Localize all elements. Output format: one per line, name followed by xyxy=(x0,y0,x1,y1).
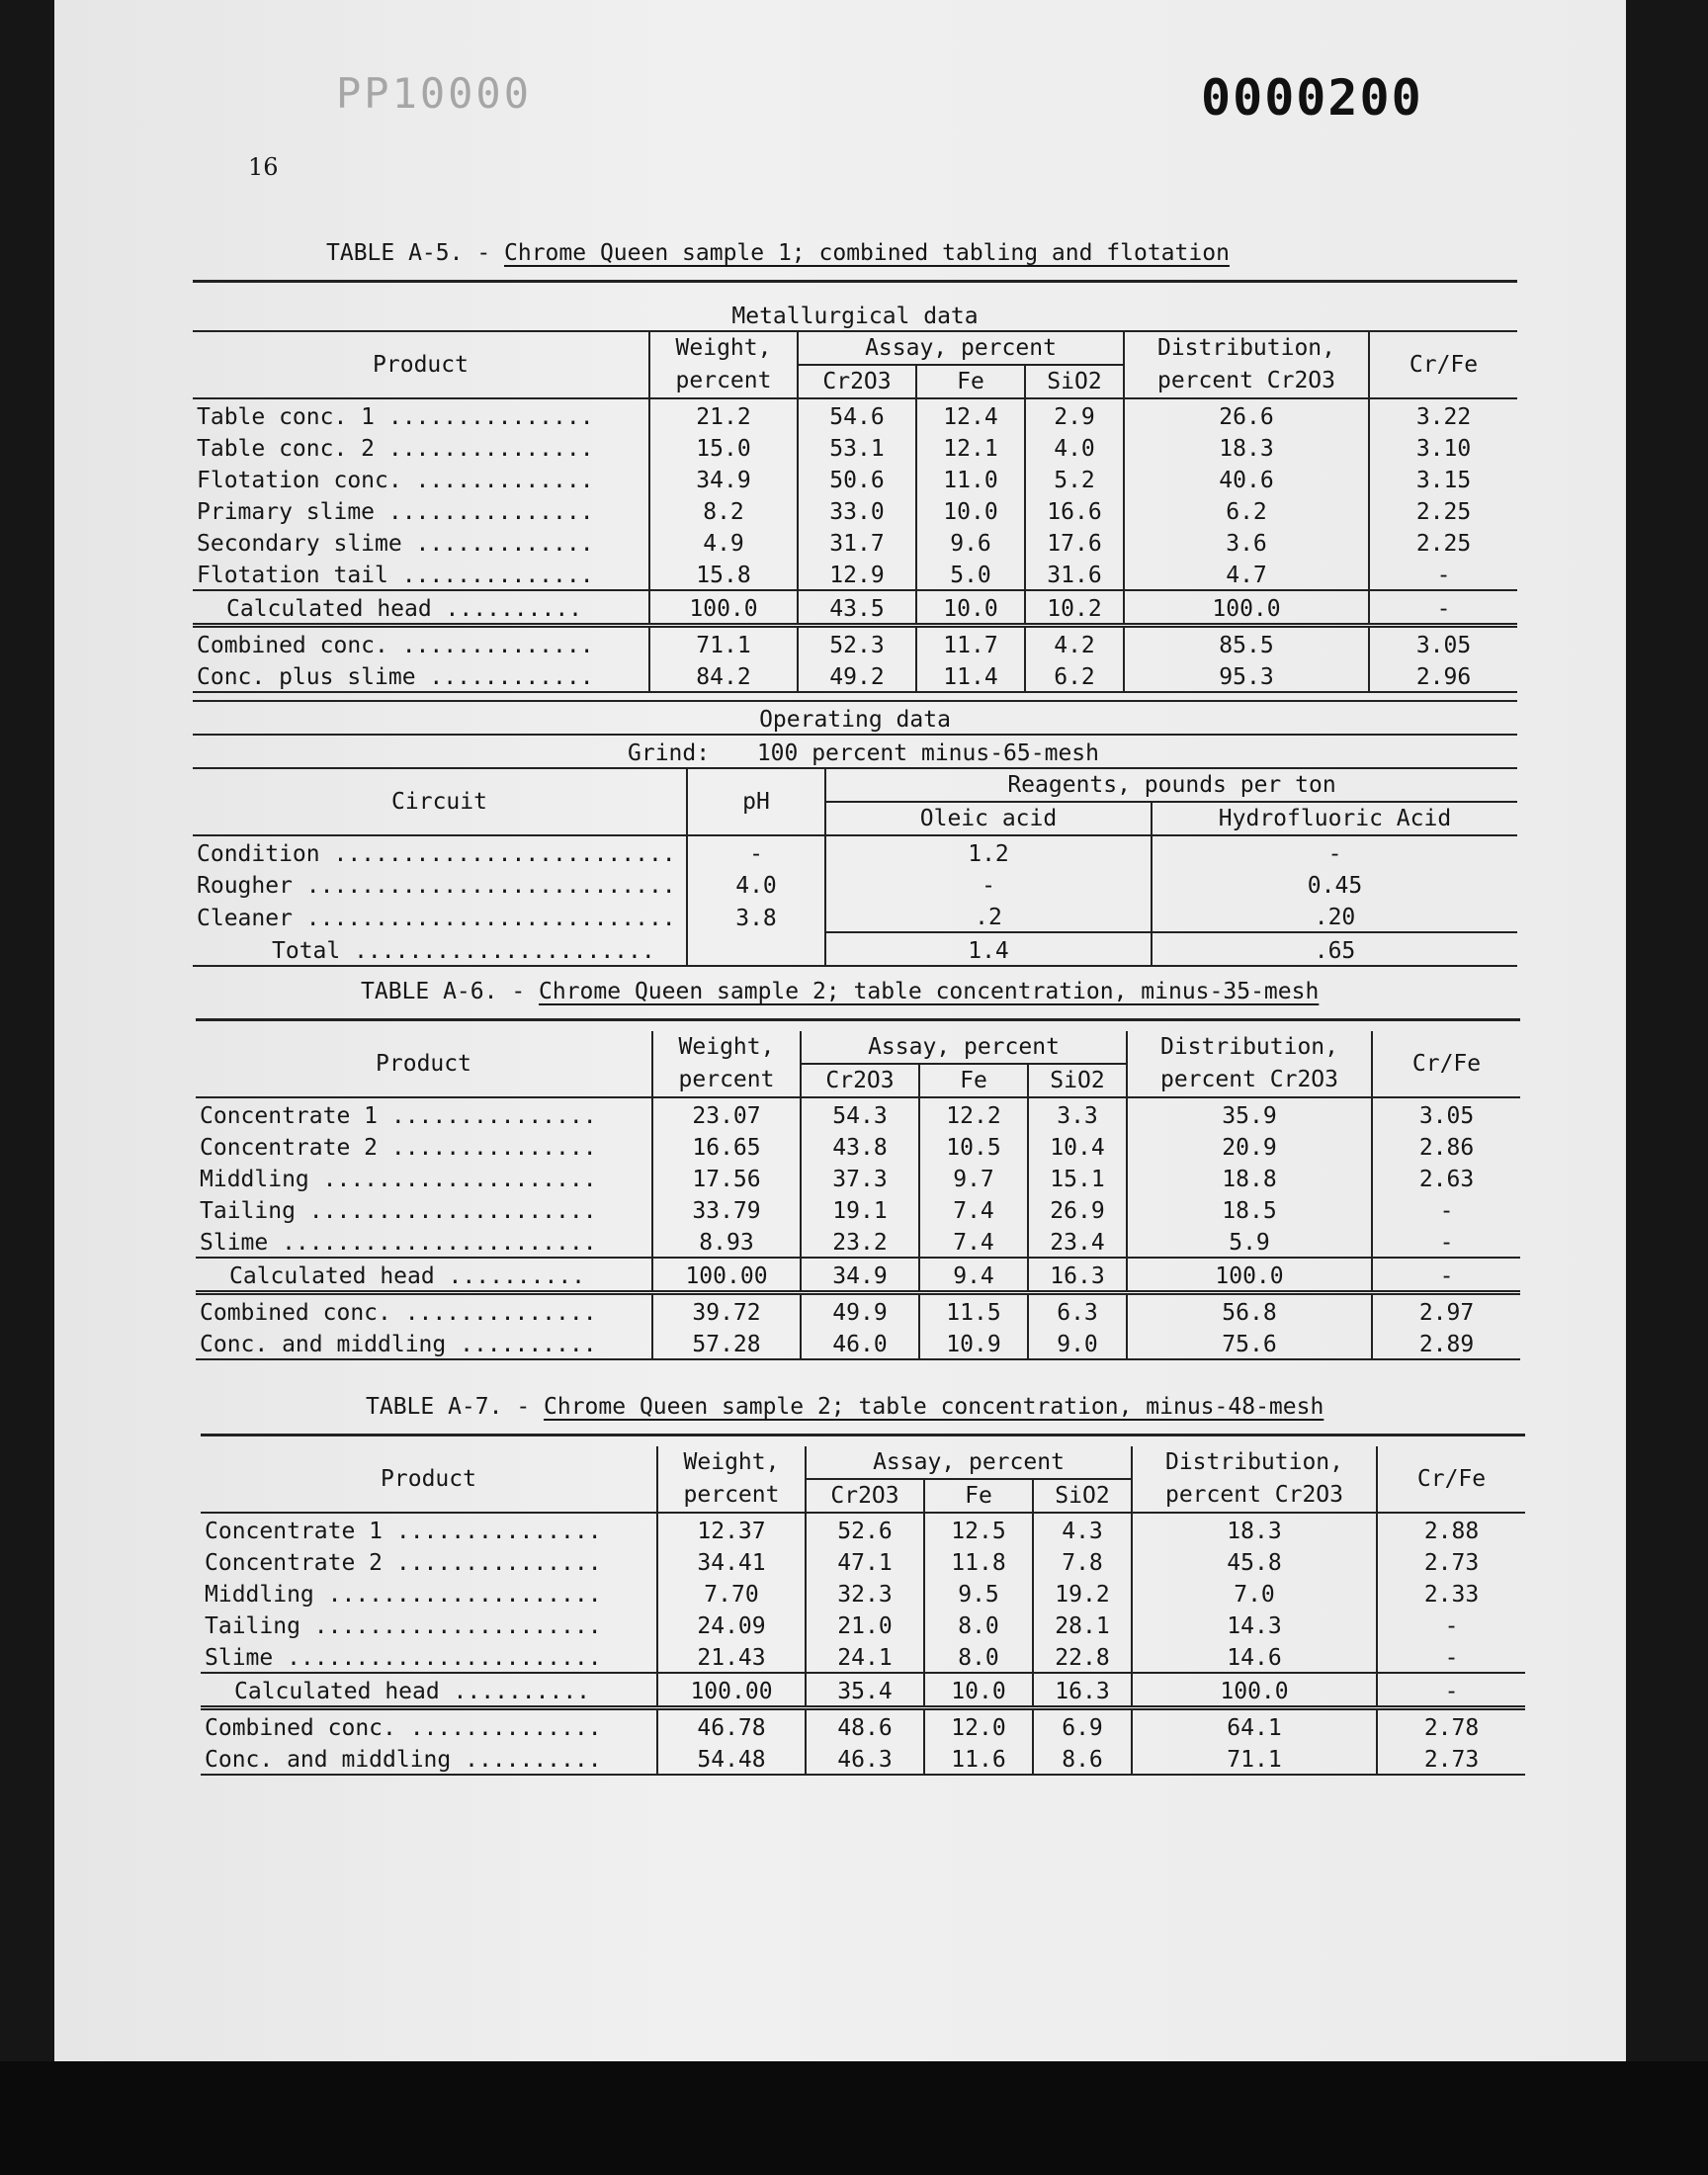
cr2o3-cell: 54.3 xyxy=(801,1097,919,1130)
sio2-cell: 23.4 xyxy=(1028,1225,1127,1258)
crfe-cell: 2.73 xyxy=(1377,1545,1525,1577)
oleic-cell: - xyxy=(825,868,1152,900)
product-label: Concentrate 1 ............... xyxy=(205,1519,602,1544)
table-row xyxy=(193,494,1517,526)
fe-cell: 12.2 xyxy=(919,1097,1028,1130)
crfe-cell: 2.73 xyxy=(1377,1742,1525,1775)
crfe-cell: 2.89 xyxy=(1372,1327,1520,1359)
header-dist-2: percent Cr2O3 xyxy=(1124,365,1369,398)
crfe-cell: - xyxy=(1372,1225,1520,1258)
table-row xyxy=(201,1513,1525,1545)
crfe-cell: - xyxy=(1369,558,1517,590)
dist-cell: 5.9 xyxy=(1127,1225,1372,1258)
crfe-cell: 2.78 xyxy=(1377,1708,1525,1743)
crfe-cell: 3.15 xyxy=(1369,463,1517,494)
table-row xyxy=(193,463,1517,494)
header-weight-2: percent xyxy=(657,1479,806,1513)
hf-cell: 0.45 xyxy=(1152,868,1517,900)
cr2o3-cell: 23.2 xyxy=(801,1225,919,1258)
table-row xyxy=(201,1577,1525,1609)
dist-cell: 100.0 xyxy=(1132,1673,1377,1708)
crfe-cell: 2.96 xyxy=(1369,659,1517,692)
weight-cell: 21.2 xyxy=(649,398,798,431)
product-label: Combined conc. .............. xyxy=(196,1293,652,1328)
cr2o3-cell: 24.1 xyxy=(806,1640,924,1673)
weight-cell: 16.65 xyxy=(652,1130,801,1162)
product-label: Slime ....................... xyxy=(205,1645,602,1671)
table-a5 xyxy=(193,280,1517,693)
table-row xyxy=(201,1609,1525,1640)
header-sio2: SiO2 xyxy=(1025,365,1124,398)
weight-cell: 34.41 xyxy=(657,1545,806,1577)
sio2-cell: 16.3 xyxy=(1028,1258,1127,1293)
oleic-cell: 1.4 xyxy=(825,932,1152,966)
header-crfe: Cr/Fe xyxy=(1377,1446,1525,1513)
fe-cell: 12.4 xyxy=(916,398,1025,431)
table-a6-title-prefix: TABLE A-6. - xyxy=(361,979,540,1004)
header-fe: Fe xyxy=(924,1479,1033,1513)
circuit-label: Condition ......................... xyxy=(197,841,676,867)
table-row xyxy=(196,1327,1520,1359)
table-a7 xyxy=(201,1434,1525,1776)
fe-cell: 11.6 xyxy=(924,1742,1033,1775)
fe-cell: 7.4 xyxy=(919,1225,1028,1258)
scan-bottom-band xyxy=(0,2061,1708,2175)
grind-row xyxy=(193,735,1517,768)
sio2-cell: 4.0 xyxy=(1025,431,1124,463)
table-row xyxy=(193,900,1517,932)
weight-cell: 34.9 xyxy=(649,463,798,494)
operating-label: Operating data xyxy=(193,701,1517,735)
product-label: Conc. and middling .......... xyxy=(196,1327,652,1359)
header-cr2o3: Cr2O3 xyxy=(806,1479,924,1513)
fe-cell: 12.5 xyxy=(924,1513,1033,1545)
fe-cell: 10.9 xyxy=(919,1327,1028,1359)
header-product: Product xyxy=(196,1031,652,1097)
header-cr2o3: Cr2O3 xyxy=(798,365,916,398)
header-circuit: Circuit xyxy=(193,768,687,835)
table-a5-operating xyxy=(193,700,1517,967)
crfe-cell: 2.25 xyxy=(1369,494,1517,526)
product-label: Concentrate 1 ............... xyxy=(200,1103,597,1129)
dist-cell: 3.6 xyxy=(1124,526,1369,558)
table-row xyxy=(193,590,1517,626)
dist-cell: 100.0 xyxy=(1127,1258,1372,1293)
header-weight-1: Weight, xyxy=(657,1446,806,1479)
dist-cell: 100.0 xyxy=(1124,590,1369,626)
weight-cell: 84.2 xyxy=(649,659,798,692)
header-fe: Fe xyxy=(919,1064,1028,1097)
product-label: Conc. plus slime ............ xyxy=(193,659,649,692)
page-number: 16 xyxy=(248,153,279,181)
weight-cell: 100.0 xyxy=(649,590,798,626)
cr2o3-cell: 46.0 xyxy=(801,1327,919,1359)
product-label: Table conc. 2 ............... xyxy=(197,436,594,462)
dist-cell: 35.9 xyxy=(1127,1097,1372,1130)
header-ph: pH xyxy=(687,768,825,835)
crfe-cell: 2.25 xyxy=(1369,526,1517,558)
crfe-cell: - xyxy=(1377,1640,1525,1673)
product-label: Calculated head .......... xyxy=(193,590,649,626)
top-rule xyxy=(196,1020,1520,1032)
fe-cell: 9.5 xyxy=(924,1577,1033,1609)
crfe-cell: - xyxy=(1372,1258,1520,1293)
table-a7-title-prefix: TABLE A-7. - xyxy=(366,1394,545,1420)
weight-cell: 24.09 xyxy=(657,1609,806,1640)
table-row xyxy=(193,868,1517,900)
table-row xyxy=(196,1258,1520,1293)
header-weight-2: percent xyxy=(652,1064,801,1097)
fe-cell: 10.0 xyxy=(924,1673,1033,1708)
circuit-label: Rougher ........................... xyxy=(197,873,676,899)
dist-cell: 14.6 xyxy=(1132,1640,1377,1673)
table-row xyxy=(196,1130,1520,1162)
dist-cell: 95.3 xyxy=(1124,659,1369,692)
dist-cell: 20.9 xyxy=(1127,1130,1372,1162)
sio2-cell: 10.2 xyxy=(1025,590,1124,626)
table-row xyxy=(196,1225,1520,1258)
crfe-cell: 3.22 xyxy=(1369,398,1517,431)
dist-cell: 4.7 xyxy=(1124,558,1369,590)
header-weight-1: Weight, xyxy=(652,1031,801,1064)
table-a5-title: Chrome Queen sample 1; combined tabling and flotation xyxy=(504,240,1230,266)
grind-label: Grind: xyxy=(628,740,711,766)
table-row xyxy=(196,1162,1520,1193)
table-a5-caption xyxy=(326,240,1230,266)
sio2-cell: 17.6 xyxy=(1025,526,1124,558)
dist-cell: 18.3 xyxy=(1124,431,1369,463)
cr2o3-cell: 47.1 xyxy=(806,1545,924,1577)
header-weight-2: percent xyxy=(649,365,798,398)
cr2o3-cell: 33.0 xyxy=(798,494,916,526)
table-row xyxy=(201,1673,1525,1708)
header-crfe: Cr/Fe xyxy=(1369,331,1517,398)
header-dist-2: percent Cr2O3 xyxy=(1132,1479,1377,1513)
sio2-cell: 28.1 xyxy=(1033,1609,1132,1640)
crfe-cell: 2.88 xyxy=(1377,1513,1525,1545)
header-oleic: Oleic acid xyxy=(825,802,1152,835)
dist-cell: 18.8 xyxy=(1127,1162,1372,1193)
cr2o3-cell: 54.6 xyxy=(798,398,916,431)
top-rule xyxy=(193,282,1517,300)
sio2-cell: 5.2 xyxy=(1025,463,1124,494)
cr2o3-cell: 43.8 xyxy=(801,1130,919,1162)
table-row xyxy=(193,398,1517,431)
crfe-cell: 2.97 xyxy=(1372,1293,1520,1328)
table-row xyxy=(193,835,1517,868)
table-row xyxy=(193,526,1517,558)
product-label: Middling .................... xyxy=(205,1582,602,1608)
table-a6-caption xyxy=(361,979,1319,1004)
header-dist-2: percent Cr2O3 xyxy=(1127,1064,1372,1097)
header-dist-1: Distribution, xyxy=(1124,331,1369,365)
sio2-cell: 26.9 xyxy=(1028,1193,1127,1225)
weight-cell: 57.28 xyxy=(652,1327,801,1359)
product-label: Flotation tail .............. xyxy=(197,563,594,588)
ph-cell xyxy=(687,932,825,966)
table-row xyxy=(201,1708,1525,1743)
sio2-cell: 7.8 xyxy=(1033,1545,1132,1577)
header-dist-1: Distribution, xyxy=(1127,1031,1372,1064)
weight-cell: 15.8 xyxy=(649,558,798,590)
product-label: Calculated head .......... xyxy=(201,1673,657,1708)
weight-cell: 100.00 xyxy=(652,1258,801,1293)
dist-cell: 64.1 xyxy=(1132,1708,1377,1743)
fe-cell: 9.4 xyxy=(919,1258,1028,1293)
weight-cell: 71.1 xyxy=(649,626,798,660)
header-assay: Assay, percent xyxy=(801,1031,1127,1064)
dist-cell: 45.8 xyxy=(1132,1545,1377,1577)
fe-cell: 11.8 xyxy=(924,1545,1033,1577)
cr2o3-cell: 48.6 xyxy=(806,1708,924,1743)
product-label: Middling .................... xyxy=(200,1167,597,1192)
cr2o3-cell: 21.0 xyxy=(806,1609,924,1640)
crfe-cell: 2.63 xyxy=(1372,1162,1520,1193)
crfe-cell: 2.33 xyxy=(1377,1577,1525,1609)
fe-cell: 11.0 xyxy=(916,463,1025,494)
cr2o3-cell: 19.1 xyxy=(801,1193,919,1225)
table-row xyxy=(196,1293,1520,1328)
product-label: Concentrate 2 ............... xyxy=(205,1550,602,1576)
hf-cell: - xyxy=(1152,835,1517,868)
sio2-cell: 19.2 xyxy=(1033,1577,1132,1609)
sio2-cell: 3.3 xyxy=(1028,1097,1127,1130)
sio2-cell: 8.6 xyxy=(1033,1742,1132,1775)
table-a6-block xyxy=(196,1018,1520,1360)
header-assay: Assay, percent xyxy=(806,1446,1132,1479)
hf-cell: .20 xyxy=(1152,900,1517,932)
crfe-cell: 3.05 xyxy=(1369,626,1517,660)
cr2o3-cell: 37.3 xyxy=(801,1162,919,1193)
table-row xyxy=(201,1640,1525,1673)
oleic-cell: .2 xyxy=(825,900,1152,932)
circuit-label: Cleaner ........................... xyxy=(197,906,676,931)
fe-cell: 10.0 xyxy=(916,590,1025,626)
product-label: Primary slime ............... xyxy=(197,499,594,525)
fe-cell: 9.7 xyxy=(919,1162,1028,1193)
product-label: Calculated head .......... xyxy=(196,1258,652,1293)
fe-cell: 9.6 xyxy=(916,526,1025,558)
header-hf: Hydrofluoric Acid xyxy=(1152,802,1517,835)
product-label: Tailing ..................... xyxy=(200,1198,597,1224)
table-row xyxy=(193,932,1517,966)
grind-value: 100 percent minus-65-mesh xyxy=(756,740,1099,766)
crfe-cell: 2.86 xyxy=(1372,1130,1520,1162)
header-reagents: Reagents, pounds per ton xyxy=(825,768,1517,802)
dist-cell: 7.0 xyxy=(1132,1577,1377,1609)
top-rule xyxy=(201,1436,1525,1447)
hf-cell: .65 xyxy=(1152,932,1517,966)
sio2-cell: 16.3 xyxy=(1033,1673,1132,1708)
circuit-label: Total ...................... xyxy=(193,932,687,966)
ph-cell: - xyxy=(687,835,825,868)
weight-cell: 8.93 xyxy=(652,1225,801,1258)
sio2-cell: 10.4 xyxy=(1028,1130,1127,1162)
table-a6-title: Chrome Queen sample 2; table concentration, minus-35-mesh xyxy=(539,979,1320,1004)
fe-cell: 5.0 xyxy=(916,558,1025,590)
header-cr2o3: Cr2O3 xyxy=(801,1064,919,1097)
fe-cell: 10.0 xyxy=(916,494,1025,526)
document-page xyxy=(54,0,1626,2061)
weight-cell: 21.43 xyxy=(657,1640,806,1673)
crfe-cell: - xyxy=(1372,1193,1520,1225)
sio2-cell: 2.9 xyxy=(1025,398,1124,431)
product-label: Concentrate 2 ............... xyxy=(200,1135,597,1161)
weight-cell: 33.79 xyxy=(652,1193,801,1225)
weight-cell: 23.07 xyxy=(652,1097,801,1130)
crfe-cell: - xyxy=(1369,590,1517,626)
product-label: Tailing ..................... xyxy=(205,1613,602,1639)
header-fe: Fe xyxy=(916,365,1025,398)
dist-cell: 75.6 xyxy=(1127,1327,1372,1359)
product-label: Slime ....................... xyxy=(200,1230,597,1256)
cr2o3-cell: 12.9 xyxy=(798,558,916,590)
fe-cell: 7.4 xyxy=(919,1193,1028,1225)
cr2o3-cell: 52.3 xyxy=(798,626,916,660)
stamp-right: 0000200 xyxy=(1201,69,1423,127)
product-label: Combined conc. .............. xyxy=(201,1708,657,1743)
table-a5-title-prefix: TABLE A-5. - xyxy=(326,240,505,266)
cr2o3-cell: 46.3 xyxy=(806,1742,924,1775)
header-product: Product xyxy=(201,1446,657,1513)
cr2o3-cell: 31.7 xyxy=(798,526,916,558)
fe-cell: 11.5 xyxy=(919,1293,1028,1328)
cr2o3-cell: 34.9 xyxy=(801,1258,919,1293)
dist-cell: 18.5 xyxy=(1127,1193,1372,1225)
crfe-cell: - xyxy=(1377,1673,1525,1708)
sio2-cell: 9.0 xyxy=(1028,1327,1127,1359)
product-label: Conc. and middling .......... xyxy=(201,1742,657,1775)
dist-cell: 26.6 xyxy=(1124,398,1369,431)
cr2o3-cell: 43.5 xyxy=(798,590,916,626)
cr2o3-cell: 50.6 xyxy=(798,463,916,494)
cr2o3-cell: 35.4 xyxy=(806,1673,924,1708)
fe-cell: 10.5 xyxy=(919,1130,1028,1162)
table-row xyxy=(196,1193,1520,1225)
table-row xyxy=(193,558,1517,590)
header-assay: Assay, percent xyxy=(798,331,1124,365)
table-row xyxy=(193,431,1517,463)
product-label: Table conc. 1 ............... xyxy=(197,404,594,430)
fe-cell: 12.0 xyxy=(924,1708,1033,1743)
cr2o3-cell: 32.3 xyxy=(806,1577,924,1609)
fe-cell: 11.4 xyxy=(916,659,1025,692)
table-row xyxy=(201,1545,1525,1577)
weight-cell: 17.56 xyxy=(652,1162,801,1193)
dist-cell: 6.2 xyxy=(1124,494,1369,526)
fe-cell: 8.0 xyxy=(924,1609,1033,1640)
dist-cell: 40.6 xyxy=(1124,463,1369,494)
table-a7-title: Chrome Queen sample 2; table concentration, minus-48-mesh xyxy=(544,1394,1324,1420)
weight-cell: 54.48 xyxy=(657,1742,806,1775)
sio2-cell: 31.6 xyxy=(1025,558,1124,590)
cr2o3-cell: 49.9 xyxy=(801,1293,919,1328)
cr2o3-cell: 52.6 xyxy=(806,1513,924,1545)
header-sio2: SiO2 xyxy=(1028,1064,1127,1097)
weight-cell: 15.0 xyxy=(649,431,798,463)
product-label: Secondary slime ............. xyxy=(197,531,594,557)
sio2-cell: 15.1 xyxy=(1028,1162,1127,1193)
oleic-cell: 1.2 xyxy=(825,835,1152,868)
sio2-cell: 4.2 xyxy=(1025,626,1124,660)
table-a7-block xyxy=(201,1434,1525,1776)
crfe-cell: 3.05 xyxy=(1372,1097,1520,1130)
weight-cell: 4.9 xyxy=(649,526,798,558)
weight-cell: 7.70 xyxy=(657,1577,806,1609)
weight-cell: 12.37 xyxy=(657,1513,806,1545)
cr2o3-cell: 49.2 xyxy=(798,659,916,692)
dist-cell: 85.5 xyxy=(1124,626,1369,660)
fe-cell: 12.1 xyxy=(916,431,1025,463)
dist-cell: 71.1 xyxy=(1132,1742,1377,1775)
header-product: Product xyxy=(193,331,649,398)
table-a5-operating-table xyxy=(193,700,1517,967)
table-a7-caption xyxy=(366,1394,1324,1420)
crfe-cell: 3.10 xyxy=(1369,431,1517,463)
dist-cell: 14.3 xyxy=(1132,1609,1377,1640)
sio2-cell: 6.9 xyxy=(1033,1708,1132,1743)
table-a6 xyxy=(196,1018,1520,1360)
table-row xyxy=(193,659,1517,692)
header-weight-1: Weight, xyxy=(649,331,798,365)
fe-cell: 8.0 xyxy=(924,1640,1033,1673)
weight-cell: 39.72 xyxy=(652,1293,801,1328)
ph-cell: 3.8 xyxy=(687,900,825,932)
table-row xyxy=(196,1097,1520,1130)
stamp-left: PP10000 xyxy=(336,69,533,118)
crfe-cell: - xyxy=(1377,1609,1525,1640)
header-sio2: SiO2 xyxy=(1033,1479,1132,1513)
sio2-cell: 6.2 xyxy=(1025,659,1124,692)
product-label: Flotation conc. ............. xyxy=(197,468,594,493)
sio2-cell: 16.6 xyxy=(1025,494,1124,526)
weight-cell: 46.78 xyxy=(657,1708,806,1743)
sio2-cell: 4.3 xyxy=(1033,1513,1132,1545)
header-dist-1: Distribution, xyxy=(1132,1446,1377,1479)
table-row xyxy=(193,626,1517,660)
weight-cell: 100.00 xyxy=(657,1673,806,1708)
sio2-cell: 22.8 xyxy=(1033,1640,1132,1673)
fe-cell: 11.7 xyxy=(916,626,1025,660)
header-crfe: Cr/Fe xyxy=(1372,1031,1520,1097)
ph-cell: 4.0 xyxy=(687,868,825,900)
cr2o3-cell: 53.1 xyxy=(798,431,916,463)
dist-cell: 56.8 xyxy=(1127,1293,1372,1328)
dist-cell: 18.3 xyxy=(1132,1513,1377,1545)
table-row xyxy=(201,1742,1525,1775)
weight-cell: 8.2 xyxy=(649,494,798,526)
metallurgical-label: Metallurgical data xyxy=(193,299,1517,331)
product-label: Combined conc. .............. xyxy=(193,626,649,660)
sio2-cell: 6.3 xyxy=(1028,1293,1127,1328)
table-a5-metallurgical xyxy=(193,280,1517,693)
